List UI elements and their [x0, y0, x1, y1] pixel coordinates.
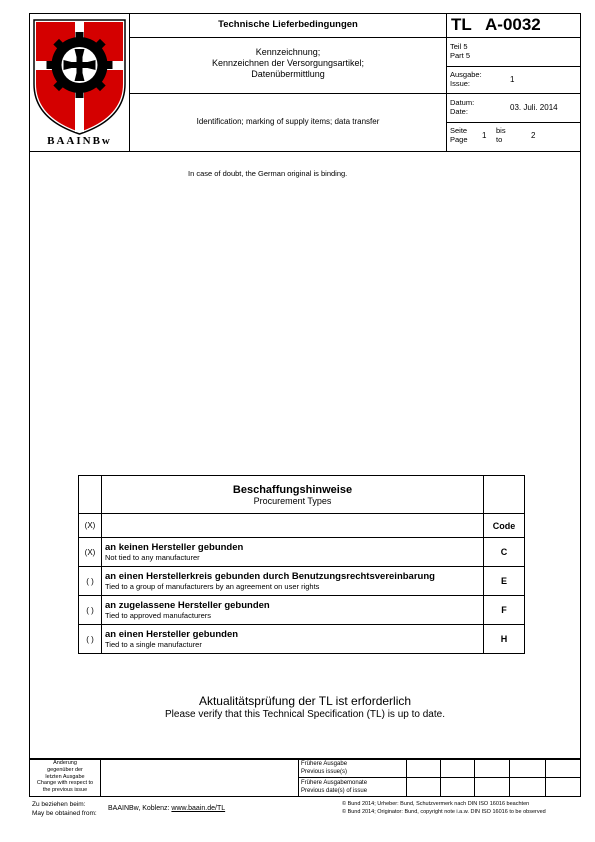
- footer-mid-line: [298, 777, 581, 778]
- row-mark: (X): [79, 538, 102, 567]
- verify-en: Please verify that this Technical Specification (TL) is up to date.: [165, 709, 445, 720]
- table-row: [79, 567, 525, 596]
- issue-label-de: Ausgabe:: [450, 70, 482, 79]
- footer-divider: [406, 759, 407, 797]
- issue-line: [446, 93, 581, 94]
- logo-org-text: BAAINBw: [47, 135, 112, 147]
- copyright-en: © Bund 2014; Originator: Bund, copyright note i.a.w. DIN ISO 16016 to be observed: [342, 809, 546, 815]
- row-en: Tied to a group of manufacturers by an agreement on user rights: [105, 582, 320, 591]
- obtain-label-de: Zu beziehen beim:: [32, 801, 86, 808]
- logo-divider: [129, 13, 130, 151]
- subject-en: Identification; marking of supply items; data transfer: [196, 117, 380, 126]
- page-value: 1: [482, 131, 487, 140]
- previous-issue-en: Previous issue(s): [301, 769, 348, 775]
- footer-divider: [298, 759, 299, 797]
- spec-title: Technische Lieferbedingungen: [218, 19, 358, 30]
- change-note: [30, 760, 100, 794]
- verify-de: Aktualitätsprüfung der TL ist erforderlich: [198, 694, 412, 708]
- row-mark: ( ): [79, 625, 102, 654]
- footer-divider: [509, 759, 510, 797]
- title-line: [129, 37, 581, 38]
- desc-header: [102, 514, 484, 538]
- procurement-header-row: [79, 514, 525, 538]
- row-de: an zugelassene Hersteller gebunden: [105, 600, 270, 611]
- footer-divider: [100, 759, 101, 797]
- page-label-de: Seite: [450, 126, 468, 135]
- change-note-line: Änderung: [53, 760, 77, 766]
- part-line: [446, 66, 581, 67]
- page-of-label-de: bis: [496, 126, 506, 135]
- date-value: 03. Juli. 2014: [510, 103, 558, 112]
- change-note-line: Change with respect to: [36, 780, 94, 787]
- date-label-en: Date:: [450, 107, 468, 116]
- row-code: F: [484, 596, 525, 625]
- change-note-line: gegenüber der: [47, 766, 83, 773]
- obtain-link[interactable]: www.baain.de/TL: [171, 805, 226, 812]
- procurement-title-row: [79, 476, 525, 514]
- date-label-de: Datum:: [450, 98, 475, 107]
- previous-date-de: Frühere Ausgabemonate: [301, 780, 368, 786]
- obtain-label: [32, 800, 97, 818]
- page-label-en: Page: [450, 135, 468, 144]
- row-en: Tied to approved manufacturers: [105, 611, 212, 620]
- subject-de: [130, 47, 446, 80]
- procurement-table: [78, 475, 525, 654]
- row-code: E: [484, 567, 525, 596]
- part-label-en: Part 5: [450, 51, 471, 60]
- procurement-title-cell: [102, 476, 484, 514]
- table-row: [79, 596, 525, 625]
- meta-divider: [446, 13, 447, 151]
- copyright-de: © Bund 2014; Urheber: Bund, Schutzvermerk nach DIN ISO 16016 beachten: [342, 801, 530, 807]
- footer-divider: [545, 759, 546, 797]
- row-en: Not tied to any manufacturer: [105, 553, 200, 562]
- binding-notice: In case of doubt, the German original is binding.: [188, 169, 348, 178]
- page-total: 2: [531, 131, 536, 140]
- previous-issue-label: [301, 760, 347, 776]
- date-label: [450, 98, 474, 116]
- footer-divider: [440, 759, 441, 797]
- change-note-line: the previous issue: [42, 787, 88, 794]
- row-code: C: [484, 538, 525, 567]
- title-mark-cell: [79, 476, 102, 514]
- baainbw-logo: [30, 14, 129, 151]
- issue-label-en: Issue:: [450, 79, 471, 88]
- obtain-source: [108, 805, 225, 812]
- page-of-label-en: to: [496, 135, 503, 144]
- row-description: [102, 625, 484, 654]
- shield-logo-icon: [30, 14, 129, 139]
- change-note-line: letzten Ausgabe: [45, 773, 85, 780]
- row-en: Tied to a single manufacturer: [105, 640, 202, 649]
- procurement-title-en: Procurement Types: [253, 495, 332, 506]
- date-line: [446, 122, 581, 123]
- row-description: [102, 596, 484, 625]
- row-de: an keinen Hersteller gebunden: [105, 542, 244, 553]
- row-description: [102, 567, 484, 596]
- previous-date-label: [301, 779, 367, 795]
- previous-date-en: Previous date(s) of issue: [301, 788, 368, 794]
- subject-de-line: Kennzeichnung;: [255, 47, 321, 57]
- row-mark: ( ): [79, 596, 102, 625]
- doc-id: TL A-0032: [451, 15, 541, 34]
- code-header: Code: [484, 514, 525, 538]
- header-bottom-line: [29, 151, 581, 152]
- page-label: [450, 126, 468, 144]
- row-de: an einen Hersteller gebunden: [105, 629, 239, 640]
- part-label-de: Teil 5: [450, 42, 468, 51]
- obtain-label-en: May be obtained from:: [32, 810, 97, 817]
- row-code: H: [484, 625, 525, 654]
- row-de: an einen Herstellerkreis gebunden durch Benutzungsrechtsvereinbarung: [105, 571, 435, 582]
- issue-label: [450, 70, 482, 88]
- table-row: [79, 625, 525, 654]
- copyright: [342, 800, 546, 816]
- subject-de-line: Datenübermittlung: [251, 69, 325, 79]
- row-description: [102, 538, 484, 567]
- subject-de-line: Kennzeichnen der Versorgungsartikel;: [211, 58, 365, 68]
- footer-divider: [474, 759, 475, 797]
- subject-line: [129, 93, 446, 94]
- table-row: [79, 538, 525, 567]
- procurement-title-de: Beschaffungshinweise: [232, 483, 353, 496]
- issue-value: 1: [510, 75, 515, 84]
- obtain-org: BAAINBw, Koblenz:: [108, 805, 172, 812]
- page-of-label: [496, 126, 506, 144]
- part-label: [450, 42, 470, 60]
- previous-issue-de: Frühere Ausgabe: [301, 761, 348, 767]
- mark-header: (X): [79, 514, 102, 538]
- row-mark: ( ): [79, 567, 102, 596]
- title-code-cell: [484, 476, 525, 514]
